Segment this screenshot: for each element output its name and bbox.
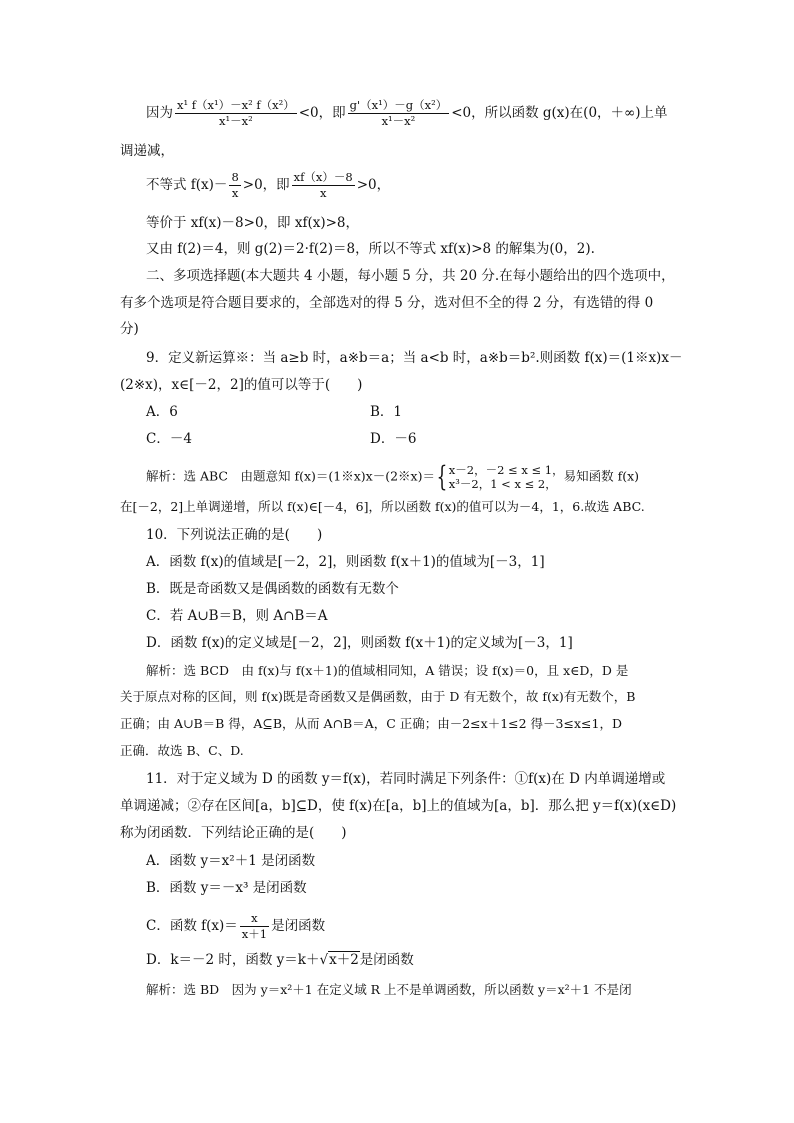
left-brace-icon: { — [436, 460, 448, 493]
text: 因为 — [146, 105, 173, 121]
text: D．k＝－2 时，函数 y＝k＋ — [146, 952, 320, 968]
question-10-option-c: C．若 A∪B＝B，则 A∩B＝A — [146, 608, 328, 624]
text: >0， — [356, 177, 391, 193]
solution-10-line-2: 关于原点对称的区间，则 f(x)既是奇函数又是偶函数，由于 D 有无数个，故 f(x)有无数个，B — [120, 689, 636, 704]
radicand: x＋2 — [329, 952, 359, 968]
solution-9-line-1 — [146, 460, 640, 493]
question-9-line-2: (2※x)，x∈[－2，2]的值可以等于( ) — [120, 377, 363, 393]
question-11-line-2: 单调递减；②存在区间[a，b]⊆D，使 f(x)在[a，b]上的值域为[a，b]．那么把 y＝f(x)(x∈D) — [120, 798, 677, 814]
option-b: B．1 — [370, 404, 403, 420]
text: 易知函数 f(x) — [563, 468, 640, 484]
question-11-option-c — [146, 911, 325, 942]
proof-line-4: 等价于 xf(x)－8>0，即 xf(x)>8， — [146, 215, 359, 231]
solution-10-line-3: 正确；由 A∪B＝B 得，A⊆B，从而 A∩B＝A，C 正确；由－2≤x＋1≤2 得－3≤x≤1，D — [120, 716, 622, 731]
text: 解析：选 ABC 由题意知 f(x)＝(1※x)x－(2※x)＝ — [146, 468, 435, 484]
text: 不等式 f(x)－ — [146, 177, 228, 193]
sqrt-icon: √ — [319, 952, 329, 968]
question-11-line-1: 11．对于定义域为 D 的函数 y＝f(x)，若同时满足下列条件：①f(x)在 D 内单调递增或 — [146, 771, 666, 787]
solution-10-line-4: 正确．故选 B、C、D. — [120, 743, 244, 758]
section-heading-line-1: 二、多项选择题(本大题共 4 小题，每小题 5 分，共 20 分.在每小题给出的四个选项中， — [146, 268, 675, 284]
text: <0，所以函数 g(x)在(0，＋∞)上单 — [451, 105, 668, 121]
piecewise-cases: x－2，－2 ≤ x ≤ 1， x³－2，1 < x ≤ 2， — [448, 463, 564, 491]
section-heading-line-3: 分) — [120, 321, 139, 337]
proof-line-5: 又由 f(2)＝4，则 g(2)＝2·f(2)＝8，所以不等式 xf(x)>8 的解集为(0，2). — [146, 241, 595, 257]
solution-10-line-1: 解析：选 BCD 由 f(x)与 f(x＋1)的值域相同知，A 错误；设 f(x)＝0，且 x∈D，D 是 — [146, 663, 629, 678]
question-9-line-1: 9．定义新运算※：当 a≥b 时，a※b＝a；当 a<b 时，a※b＝b².则函数 f(x)＝(1※x)x－ — [146, 350, 683, 366]
option-d: D．－6 — [370, 431, 417, 447]
question-11-option-b: B．函数 y＝－x³ 是闭函数 — [146, 880, 307, 896]
solution-11-line-1: 解析：选 BD 因为 y＝x²＋1 在定义域 R 上不是单调函数，所以函数 y＝x²＋1 不是闭 — [146, 982, 632, 997]
section-heading-line-2: 有多个选项是符合题目要求的，全部选对的得 5 分，选对但不全的得 2 分，有选错的得 0 — [120, 295, 654, 311]
question-11-option-a: A．函数 y＝x²＋1 是闭函数 — [146, 853, 316, 869]
fraction: $\frac{\text{x¹ f（x¹）－x² f（x²）}}{\text{x¹－x²}}$ — [177, 98, 295, 128]
text: <0，即 — [298, 105, 346, 121]
fraction: $\frac{x}{x+1}$ — [241, 911, 268, 941]
option-a: A．6 — [146, 404, 178, 420]
question-10-option-d: D．函数 f(x)的定义域是[－2，2]，则函数 f(x＋1)的定义域为[－3，1] — [146, 635, 573, 651]
solution-9-line-2: 在[－2，2]上单调递增，所以 f(x)∈[－4，6]，所以函数 f(x)的值可以为－4，1，6.故选 ABC. — [120, 499, 645, 514]
proof-line-3 — [146, 170, 390, 201]
option-c: C．－4 — [146, 431, 192, 447]
proof-line-2: 调递减， — [120, 143, 174, 159]
question-10-line-1: 10．下列说法正确的是( ) — [146, 527, 323, 543]
question-11-line-3: 称为闭函数．下列结论正确的是( ) — [120, 825, 347, 841]
text: 是闭函数 — [271, 918, 326, 934]
text: >0，即 — [242, 177, 290, 193]
fraction: $\frac{\text{g'（x¹）－g（x²）}}{\text{x¹－x²}}$ — [349, 98, 448, 128]
question-11-option-d — [146, 951, 414, 969]
text: C．函数 f(x)＝ — [146, 918, 238, 934]
proof-line-1 — [146, 98, 668, 129]
fraction: $\frac{8}{x}$ — [231, 170, 239, 200]
question-10-option-b: B．既是奇函数又是偶函数的函数有无数个 — [146, 581, 399, 597]
question-10-option-a: A．函数 f(x)的值域是[－2，2]，则函数 f(x＋1)的值域为[－3，1] — [146, 554, 545, 570]
fraction: $\frac{xf(x)-8}{x}$ — [293, 170, 353, 200]
text: 是闭函数 — [359, 952, 414, 968]
